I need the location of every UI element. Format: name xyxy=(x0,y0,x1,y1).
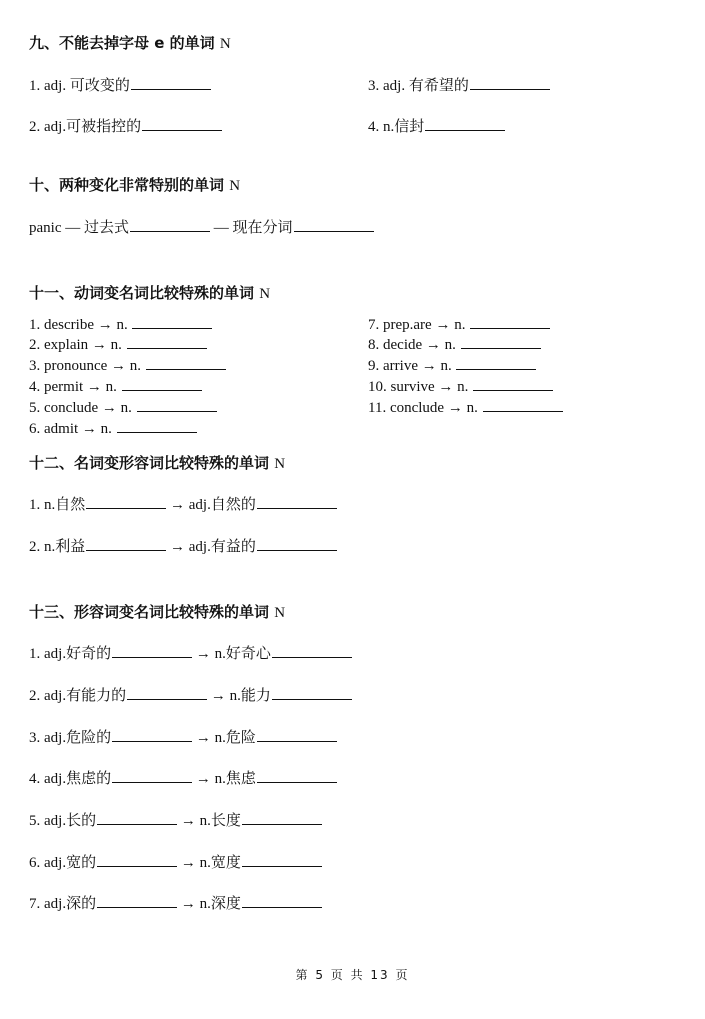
answer-blank[interactable] xyxy=(470,314,550,329)
question-text: 1. adj.好奇的 xyxy=(29,646,112,662)
question-text: → n.长度 xyxy=(180,813,241,829)
question-item xyxy=(29,217,374,238)
question-text: → adj.自然的 xyxy=(170,497,256,513)
question-text: 2. adj.有能力的 xyxy=(29,688,127,704)
answer-blank[interactable] xyxy=(142,116,222,131)
question-item xyxy=(368,75,550,96)
question-item xyxy=(368,334,541,355)
answer-blank[interactable] xyxy=(470,75,550,90)
question-item xyxy=(29,355,226,376)
answer-blank[interactable] xyxy=(461,334,541,349)
answer-blank[interactable] xyxy=(97,810,177,825)
question-text: 11. conclude → n. xyxy=(368,400,478,416)
question-text: 9. arrive → n. xyxy=(368,358,452,374)
question-text: → n.宽度 xyxy=(180,855,241,871)
heading-mark: N xyxy=(259,286,271,302)
answer-blank[interactable] xyxy=(117,418,197,433)
heading-text: 十、两种变化非常特别的单词 xyxy=(29,176,225,194)
question-text: 1. n.自然 xyxy=(29,497,86,513)
answer-blank[interactable] xyxy=(272,685,352,700)
question-text: 8. decide → n. xyxy=(368,337,456,353)
section-heading-11 xyxy=(29,283,270,304)
answer-blank[interactable] xyxy=(112,727,192,742)
answer-blank[interactable] xyxy=(425,116,505,131)
answer-blank[interactable] xyxy=(473,376,553,391)
question-text: → n.深度 xyxy=(180,896,241,912)
question-text: → n.焦虑 xyxy=(195,771,256,787)
heading-text: 十二、名词变形容词比较特殊的单词 xyxy=(29,454,270,472)
heading-text: 十三、形容词变名词比较特殊的单词 xyxy=(29,603,270,621)
answer-blank[interactable] xyxy=(294,217,374,232)
heading-text: 九、不能去掉字母 e 的单词 xyxy=(29,34,215,52)
question-text: 10. survive → n. xyxy=(368,379,469,395)
answer-blank[interactable] xyxy=(112,768,192,783)
question-text: 4. adj.焦虑的 xyxy=(29,771,112,787)
heading-mark: N xyxy=(274,605,286,621)
answer-blank[interactable] xyxy=(132,314,212,329)
answer-blank[interactable] xyxy=(127,685,207,700)
answer-blank[interactable] xyxy=(97,893,177,908)
answer-blank[interactable] xyxy=(272,643,352,658)
question-text: 6. adj.宽的 xyxy=(29,855,97,871)
heading-mark: N xyxy=(229,178,241,194)
answer-blank[interactable] xyxy=(127,334,207,349)
answer-blank[interactable] xyxy=(86,536,166,551)
answer-blank[interactable] xyxy=(242,852,322,867)
question-text: 1. describe → n. xyxy=(29,317,128,333)
question-text: → n.好奇心 xyxy=(195,646,271,662)
question-item xyxy=(29,810,322,831)
question-item xyxy=(29,116,222,137)
section-heading-9 xyxy=(29,33,231,54)
answer-blank[interactable] xyxy=(137,397,217,412)
question-text: 3. pronounce → n. xyxy=(29,358,142,374)
question-text: 7. prep.are → n. xyxy=(368,317,466,333)
answer-blank[interactable] xyxy=(131,75,211,90)
answer-blank[interactable] xyxy=(242,810,322,825)
answer-blank[interactable] xyxy=(146,355,226,370)
section-heading-10 xyxy=(29,175,240,196)
question-item xyxy=(29,536,337,557)
question-text: 4. n.信封 xyxy=(368,119,425,135)
question-item xyxy=(29,893,322,914)
question-item xyxy=(29,376,202,397)
answer-blank[interactable] xyxy=(112,643,192,658)
question-item xyxy=(29,494,337,515)
heading-mark: N xyxy=(219,36,231,52)
question-item xyxy=(29,75,211,96)
answer-blank[interactable] xyxy=(86,494,166,509)
answer-blank[interactable] xyxy=(130,217,210,232)
answer-blank[interactable] xyxy=(456,355,536,370)
question-text: → adj.有益的 xyxy=(170,539,256,555)
question-item xyxy=(368,355,536,376)
question-item xyxy=(29,334,207,355)
question-text: 7. adj.深的 xyxy=(29,896,97,912)
question-text: 6. admit → n. xyxy=(29,421,112,437)
question-text: → n.能力 xyxy=(210,688,271,704)
question-text: 5. conclude → n. xyxy=(29,400,132,416)
section-heading-12 xyxy=(29,453,285,474)
answer-blank[interactable] xyxy=(257,536,337,551)
question-text: — 现在分词 xyxy=(213,220,293,236)
question-item xyxy=(29,643,352,664)
question-text: 3. adj.危险的 xyxy=(29,730,112,746)
question-item xyxy=(29,314,212,335)
answer-blank[interactable] xyxy=(122,376,202,391)
page-footer: 第 5 页 共 13 页 xyxy=(295,968,410,982)
question-item xyxy=(368,397,563,418)
question-text: panic — 过去式 xyxy=(29,220,129,236)
question-text: 5. adj.长的 xyxy=(29,813,97,829)
question-text: → n.危险 xyxy=(195,730,256,746)
question-item xyxy=(368,376,553,397)
answer-blank[interactable] xyxy=(97,852,177,867)
answer-blank[interactable] xyxy=(257,768,337,783)
question-item xyxy=(29,768,337,789)
question-item xyxy=(29,418,197,439)
question-text: 2. adj.可被指控的 xyxy=(29,119,142,135)
question-item xyxy=(29,852,322,873)
answer-blank[interactable] xyxy=(242,893,322,908)
heading-text: 十一、动词变名词比较特殊的单词 xyxy=(29,284,255,302)
question-text: 2. explain → n. xyxy=(29,337,122,353)
question-text: 3. adj. 有希望的 xyxy=(368,78,469,94)
answer-blank[interactable] xyxy=(483,397,563,412)
question-text: 2. n.利益 xyxy=(29,539,86,555)
question-item xyxy=(29,727,337,748)
question-text: 1. adj. 可改变的 xyxy=(29,78,130,94)
answer-blank[interactable] xyxy=(257,727,337,742)
answer-blank[interactable] xyxy=(257,494,337,509)
question-text: 4. permit → n. xyxy=(29,379,117,395)
question-item xyxy=(29,397,217,418)
question-item xyxy=(368,116,505,137)
question-item xyxy=(368,314,550,335)
heading-mark: N xyxy=(274,456,286,472)
section-heading-13 xyxy=(29,602,285,623)
question-item xyxy=(29,685,352,706)
